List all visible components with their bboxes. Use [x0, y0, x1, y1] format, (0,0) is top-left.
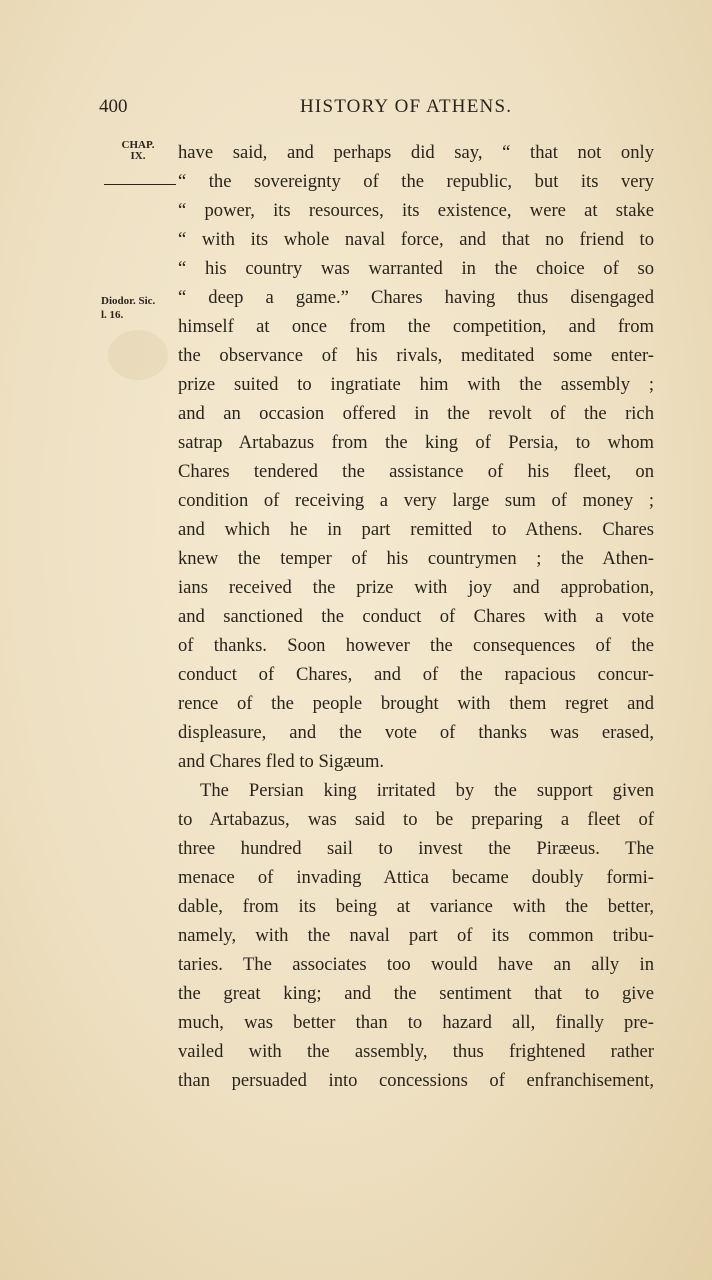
text-line: of thanks. Soon however the consequences of the: [178, 635, 654, 656]
source-marginal-note: [101, 295, 155, 321]
text-line: displeasure, and the vote of thanks was erased,: [178, 722, 654, 743]
text-line: knew the temper of his countrymen ; the Athen-: [178, 548, 654, 569]
text-line: rence of the people brought with them regret and: [178, 693, 654, 714]
text-line: the great king; and the sentiment that to give: [178, 983, 654, 1004]
source-line-1: Diodor. Sic.: [101, 295, 156, 307]
text-line: and sanctioned the conduct of Chares with a vote: [178, 606, 654, 627]
text-line: the observance of his rivals, meditated some enter-: [178, 345, 654, 366]
chapter-number: IX.: [130, 150, 146, 162]
text-line: namely, with the naval part of its common tribu-: [178, 925, 654, 946]
paragraph-end-line: and Chares fled to Sigæum.: [178, 751, 385, 772]
text-line: “ his country was warranted in the choice of so: [178, 258, 654, 279]
text-line: and which he in part remitted to Athens. Chares: [178, 519, 654, 540]
text-line: Chares tendered the assistance of his fleet, on: [178, 461, 654, 482]
paragraph-start-line: The Persian king irritated by the support given: [200, 780, 654, 801]
source-line-2: l. 16.: [101, 309, 124, 321]
text-line: menace of invading Attica became doubly formi-: [178, 867, 654, 888]
page-number: 400: [99, 96, 128, 117]
body-text: [178, 138, 654, 1095]
text-line: condition of receiving a very large sum of money ;: [178, 490, 654, 511]
text-line: “ with its whole naval force, and that no friend to: [178, 229, 654, 250]
text-line: himself at once from the competition, and from: [178, 316, 654, 337]
text-line: dable, from its being at variance with the better,: [178, 896, 654, 917]
paper-stain: [108, 330, 168, 380]
chapter-rule: [104, 184, 176, 185]
chapter-label: CHAP.: [121, 139, 155, 151]
text-line: satrap Artabazus from the king of Persia, to whom: [178, 432, 654, 453]
text-line: than persuaded into concessions of enfranchisement,: [178, 1070, 654, 1091]
text-line: vailed with the assembly, thus frightened rather: [178, 1041, 654, 1062]
text-line: and an occasion offered in the revolt of the rich: [178, 403, 654, 424]
text-line: much, was better than to hazard all, finally pre-: [178, 1012, 654, 1033]
running-title: HISTORY OF ATHENS.: [300, 96, 513, 117]
text-line: conduct of Chares, and of the rapacious concur-: [178, 664, 654, 685]
text-line: to Artabazus, was said to be preparing a fleet of: [178, 809, 654, 830]
text-line: “ power, its resources, its existence, were at stake: [178, 200, 654, 221]
text-line: three hundred sail to invest the Piræeus. The: [178, 838, 654, 859]
text-line: have said, and perhaps did say, “ that not only: [178, 142, 654, 163]
text-line: “ deep a game.” Chares having thus disengaged: [178, 287, 654, 308]
chapter-marginal-note: [118, 139, 158, 162]
text-line: prize suited to ingratiate him with the assembly ;: [178, 374, 654, 395]
text-line: ians received the prize with joy and approbation,: [178, 577, 654, 598]
text-line: taries. The associates too would have an ally in: [178, 954, 654, 975]
text-line: “ the sovereignty of the republic, but its very: [178, 171, 654, 192]
